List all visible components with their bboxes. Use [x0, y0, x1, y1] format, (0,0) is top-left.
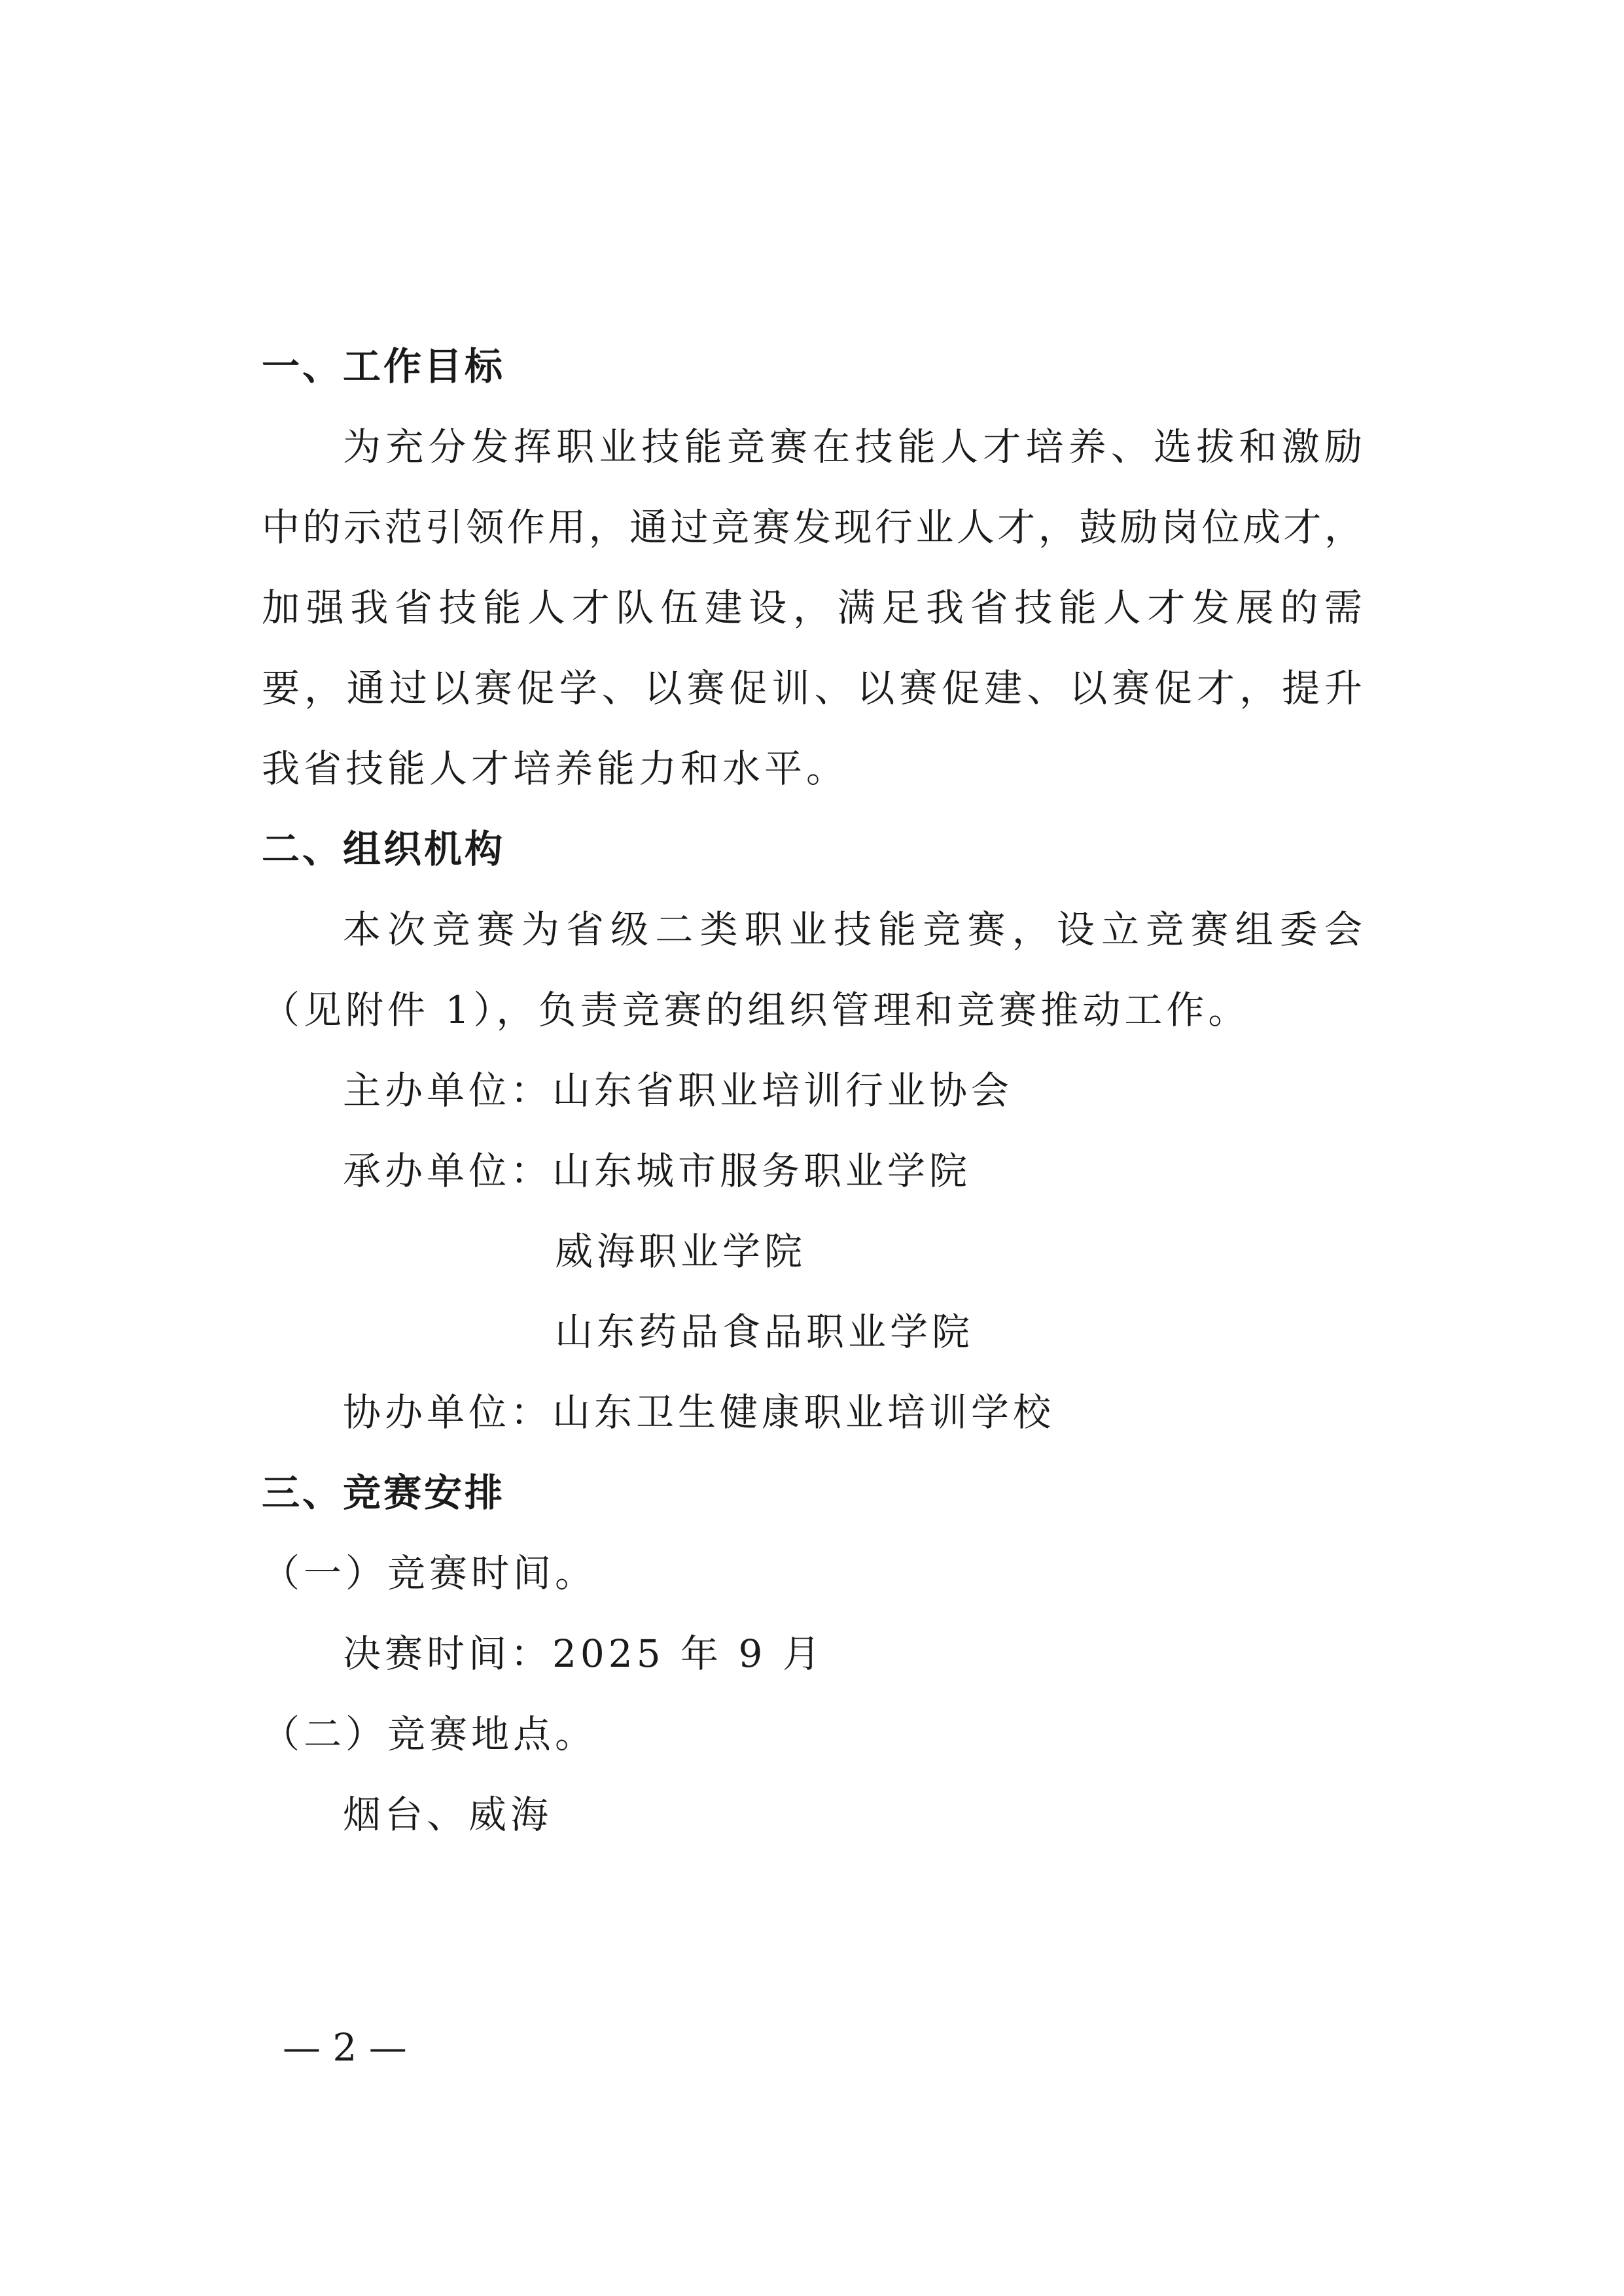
organizer-unit-1: 承办单位：山东城市服务职业学院: [343, 1149, 972, 1193]
goal-paragraph-line-4: 要，通过以赛促学、以赛促训、以赛促建、以赛促才，提升: [262, 666, 1362, 710]
organization-paragraph-line-2: （见附件 1），负责竞赛的组织管理和竞赛推动工作。: [262, 988, 1250, 1032]
section-heading-arrangement: 三、竞赛安排: [262, 1470, 506, 1515]
page-number: — 2 —: [283, 2025, 407, 2070]
organizer-unit-2: 威海职业学院: [555, 1229, 807, 1274]
goal-paragraph-line-5: 我省技能人才培养能力和水平。: [262, 746, 849, 791]
subheading-time: （一）竞赛时间。: [262, 1551, 597, 1595]
goal-paragraph-line-1: 为充分发挥职业技能竞赛在技能人才培养、选拔和激励: [343, 425, 1362, 469]
goal-paragraph-line-2: 中的示范引领作用，通过竞赛发现行业人才，鼓励岗位成才，: [262, 505, 1362, 549]
goal-paragraph-line-3: 加强我省技能人才队伍建设，满足我省技能人才发展的需: [262, 585, 1362, 630]
subheading-place: （二）竞赛地点。: [262, 1712, 597, 1756]
host-unit: 主办单位：山东省职业培训行业协会: [343, 1068, 1014, 1113]
organizer-unit-3: 山东药品食品职业学院: [555, 1310, 974, 1354]
place-text: 烟台、威海: [343, 1792, 553, 1837]
section-heading-goal: 一、工作目标: [262, 344, 506, 389]
organization-paragraph-line-1: 本次竞赛为省级二类职业技能竞赛，设立竞赛组委会: [343, 907, 1362, 952]
final-time-text: 决赛时间：2025 年 9 月: [343, 1631, 824, 1676]
co-organizer-unit: 协办单位：山东卫生健康职业培训学校: [343, 1390, 1055, 1435]
section-heading-organization: 二、组织机构: [262, 827, 506, 871]
